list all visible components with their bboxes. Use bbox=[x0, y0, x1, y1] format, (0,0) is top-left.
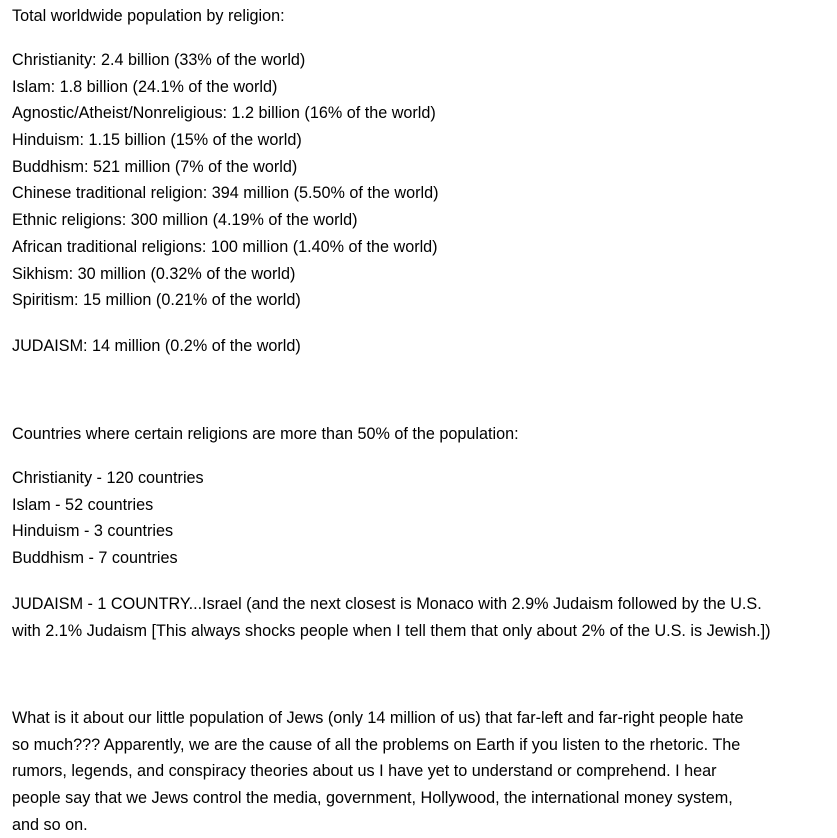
countries-item: Christianity - 120 countries bbox=[12, 469, 204, 487]
countries-judaism-line: JUDAISM - 1 COUNTRY...Israel (and the next closest is Monaco with 2.9% Judaism followed by the U.S. bbox=[12, 595, 762, 613]
population-item: Hinduism: 1.15 billion (15% of the world) bbox=[12, 131, 302, 150]
closing-line: so much??? Apparently, we are the cause of all the problems on Earth if you listen to the rhetoric. The bbox=[12, 735, 741, 754]
population-judaism: JUDAISM: 14 million (0.2% of the world) bbox=[12, 337, 301, 355]
countries-judaism-line: with 2.1% Judaism [This always shocks people when I tell them that only about 2% of the U.S. is Jewish.]) bbox=[12, 621, 771, 640]
closing-line: rumors, legends, and conspiracy theories about us I have yet to understand or comprehend. I hear bbox=[12, 762, 717, 781]
countries-item: Buddhism - 7 countries bbox=[12, 549, 178, 568]
population-item: Islam: 1.8 billion (24.1% of the world) bbox=[12, 77, 278, 96]
closing-line: What is it about our little population of Jews (only 14 million of us) that far-left and far-right people hate bbox=[12, 709, 744, 727]
closing-paragraph bbox=[12, 705, 744, 838]
population-heading: Total worldwide population by religion: bbox=[12, 7, 285, 25]
population-list bbox=[12, 47, 439, 314]
population-item: Sikhism: 30 million (0.32% of the world) bbox=[12, 264, 296, 283]
population-item: Ethnic religions: 300 million (4.19% of the world) bbox=[12, 211, 358, 230]
population-item: Christianity: 2.4 billion (33% of the world) bbox=[12, 51, 306, 69]
countries-item: Hinduism - 3 countries bbox=[12, 522, 174, 541]
population-item: Chinese traditional religion: 394 million (5.50% of the world) bbox=[12, 184, 439, 203]
countries-list bbox=[12, 465, 204, 572]
closing-line: people say that we Jews control the media, government, Hollywood, the international money system, bbox=[12, 789, 733, 808]
countries-judaism bbox=[12, 591, 770, 644]
closing-line: and so on. bbox=[12, 815, 88, 834]
population-item: Spiritism: 15 million (0.21% of the world) bbox=[12, 291, 301, 310]
countries-heading: Countries where certain religions are more than 50% of the population: bbox=[12, 425, 519, 443]
population-item: Buddhism: 521 million (7% of the world) bbox=[12, 157, 298, 176]
countries-item: Islam - 52 countries bbox=[12, 495, 154, 514]
population-item: African traditional religions: 100 million (1.40% of the world) bbox=[12, 237, 438, 256]
population-item: Agnostic/Atheist/Nonreligious: 1.2 billion (16% of the world) bbox=[12, 104, 436, 123]
